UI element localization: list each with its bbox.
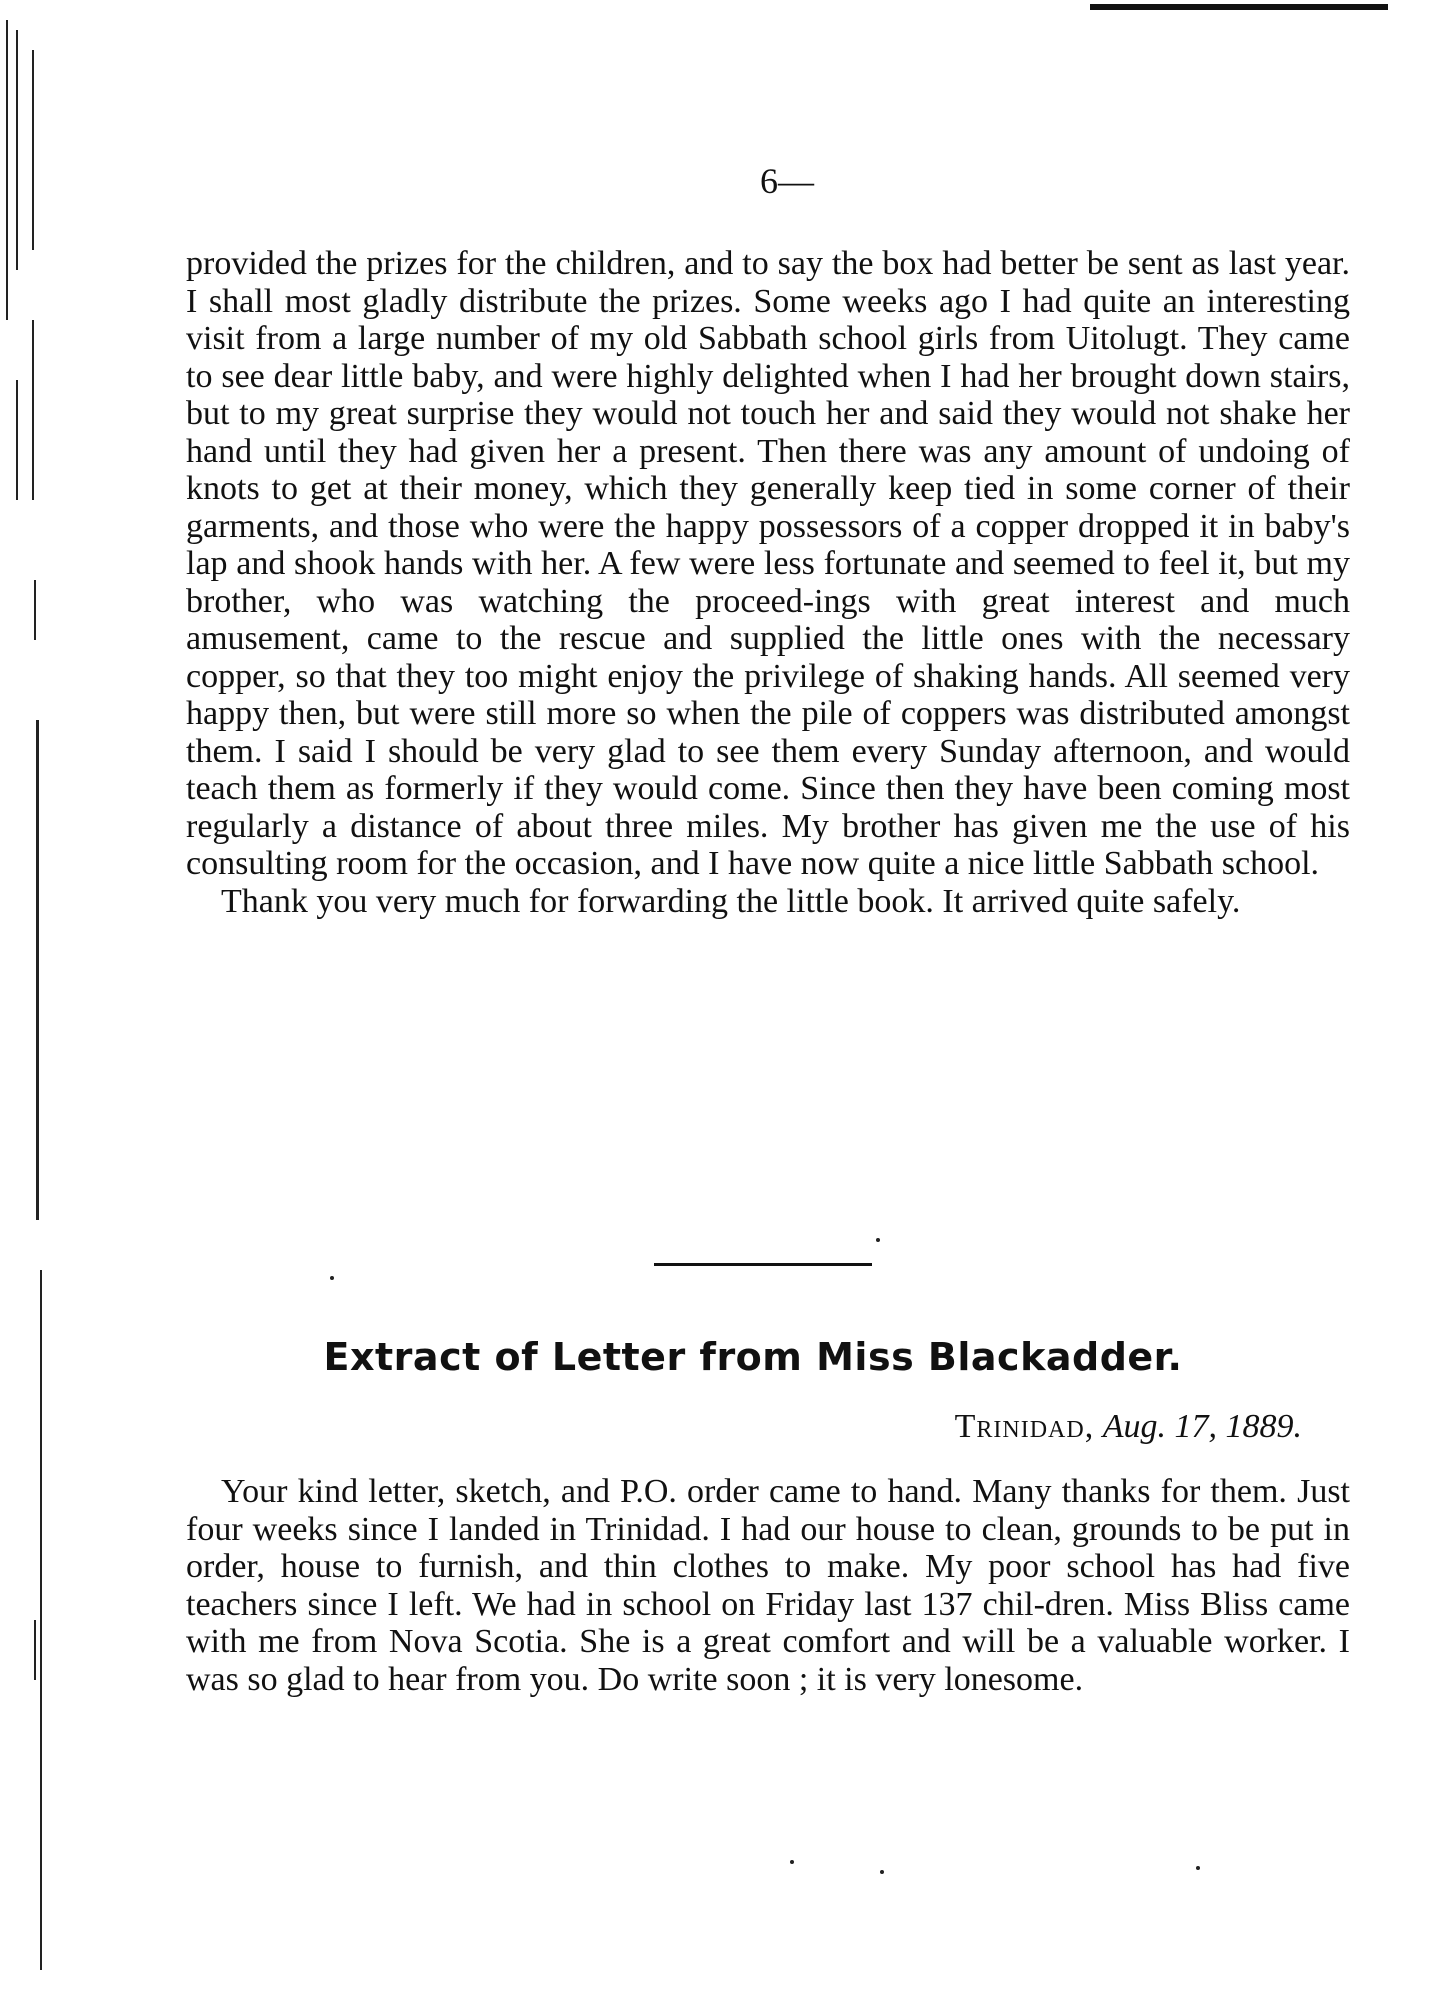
letter-one-body [186, 245, 1350, 920]
letter-two-body [186, 1473, 1350, 1698]
dateline-place: Trinidad, [954, 1408, 1095, 1445]
scan-speck [880, 1870, 884, 1874]
binding-edge-marks [6, 20, 46, 1990]
section-divider [654, 1263, 872, 1266]
letter-one-paragraph-1: provided the prizes for the children, and to say the box had better be sent as last year. I shall most gladly distribute the prizes. Some weeks ago I had quite an interesting visit from a large number of my old Sabbath school girls from Uitolugt. They came to see dear little baby, and were highly delighted when I had her brought down stairs, but to my great surprise they would not touch her and said they would not shake her hand until they had given her a present. Then there was any amount of undoing of knots to get at their money, which they generally keep tied in some corner of their garments, and those who were the happy possessors of a copper dropped it in baby's lap and shook hands with her. A few were less fortunate and seemed to feel it, but my brother, who was watching the proceed-ings with great interest and much amusement, came to the rescue and supplied the little ones with the necessary copper, so that they too might enjoy the privilege of shaking hands. All seemed very happy then, but were still more so when the pile of coppers was distributed amongst them. I said I should be very glad to see them every Sunday afternoon, and would teach them as formerly if they would come. Since then they have been coming most regularly a distance of about three miles. My brother has given me the use of his consulting room for the occasion, and I have now quite a nice little Sabbath school. [186, 245, 1350, 882]
dateline-date: Aug. 17, 1889. [1102, 1408, 1302, 1445]
scan-speck [1196, 1866, 1200, 1870]
letter-one-paragraph-2: Thank you very much for forwarding the little book. It arrived quite safely. [221, 882, 1241, 920]
scan-speck [790, 1860, 794, 1864]
page-number: 6— [760, 161, 814, 201]
dateline [955, 1408, 1302, 1446]
letter-two-paragraph-1: Your kind letter, sketch, and P.O. order came to hand. Many thanks for them. Just four weeks since I landed in Trinidad. I had our house to clean, grounds to be put in order, house to furnish, and thin clothes to make. My poor school has had five teachers since I left. We had in school on Friday last 137 chil-dren. Miss Bliss came with me from Nova Scotia. She is a great comfort and will be a valuable worker. I was so glad to hear from you. Do write soon ; it is very lonesome. [186, 1473, 1350, 1698]
scan-speck [330, 1276, 334, 1280]
scan-top-rule [1090, 4, 1388, 10]
section-heading: Extract of Letter from Miss Blackadder. [323, 1335, 1183, 1379]
scan-speck [876, 1238, 880, 1242]
